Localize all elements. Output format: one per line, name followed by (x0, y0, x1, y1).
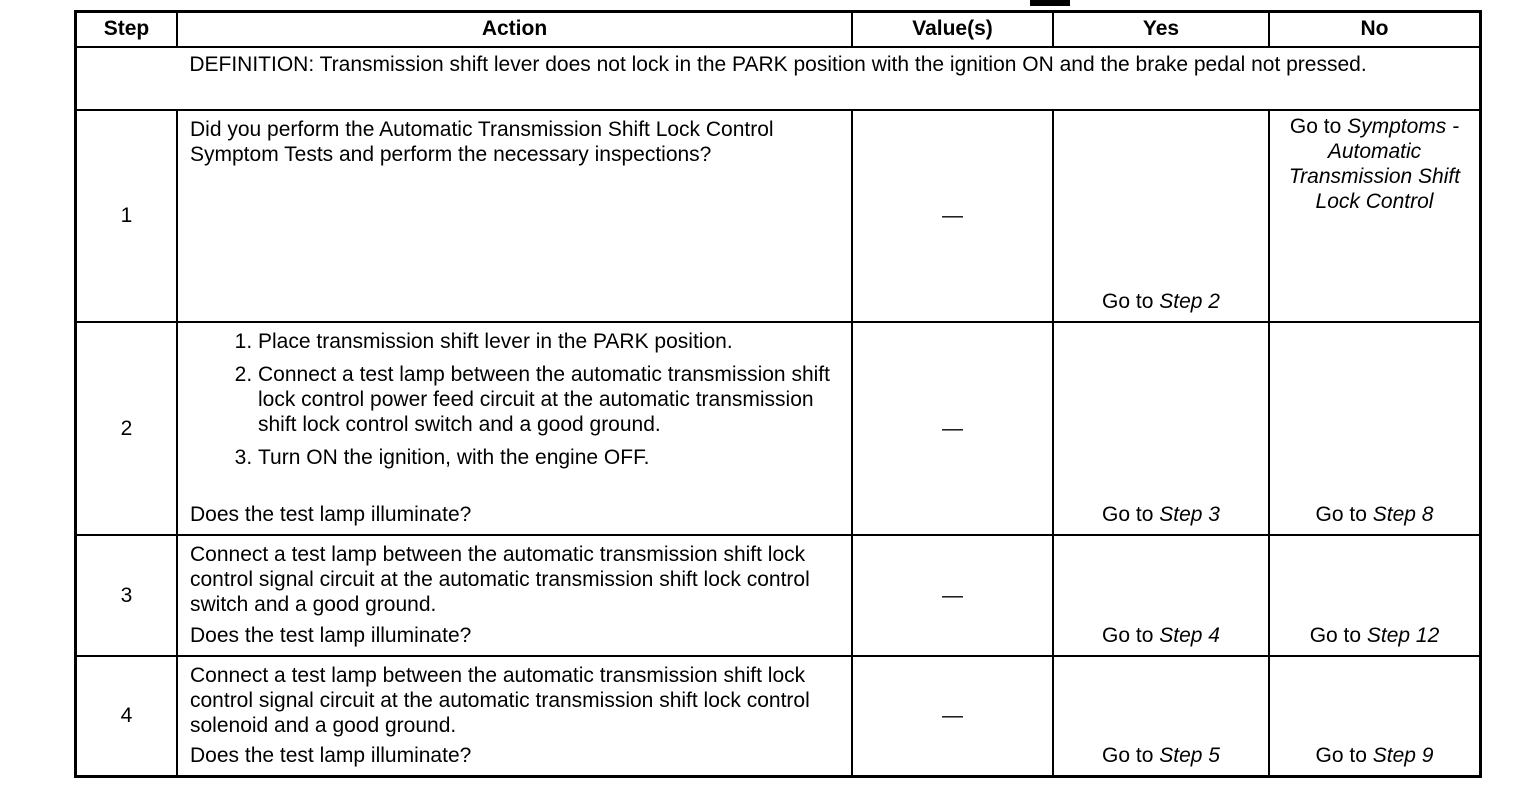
goto-target: Step 5 (1159, 744, 1220, 767)
list-item: 3. Turn ON the ignition, with the engine OFF. (258, 445, 841, 470)
action-question: Does the test lamp illuminate? (190, 744, 472, 767)
value-cell (851, 536, 1052, 655)
goto-target: Symptoms - Automatic Transmission Shift Lock Control (1288, 115, 1461, 213)
value-text: — (942, 416, 963, 440)
goto-prefix: Go to (1315, 503, 1373, 526)
action-text: Connect a test lamp between the automatic transmission shift lock control signal circuit at the automatic transmission shift lock control solenoid and a good ground. (190, 664, 810, 737)
goto-target: Step 4 (1159, 624, 1220, 647)
step-number: 3 (120, 583, 133, 607)
goto-prefix: Go to (1309, 624, 1367, 647)
yes-cell (1052, 657, 1268, 775)
goto-target: Step 2 (1159, 290, 1220, 313)
goto-prefix: Go to (1315, 744, 1373, 767)
definition-row (77, 46, 1479, 109)
header-action: Action (176, 13, 851, 46)
value-text: — (942, 583, 963, 607)
yes-cell (1052, 323, 1268, 534)
header-no: No (1268, 13, 1479, 46)
list-item: 2. Connect a test lamp between the automatic transmission shift lock control power feed circuit at the automatic transmission shift lock control switch and a good ground. (258, 362, 841, 437)
no-goto[interactable] (1270, 502, 1479, 527)
goto-prefix: Go to (1102, 624, 1160, 647)
table-row (77, 534, 1479, 655)
no-goto[interactable] (1270, 623, 1479, 648)
action-cell (176, 536, 851, 655)
action-steps-list (190, 329, 841, 470)
header-yes: Yes (1052, 13, 1268, 46)
value-cell (851, 657, 1052, 775)
table-row (77, 109, 1479, 321)
list-item: 1. Place transmission shift lever in the PARK position. (258, 329, 841, 354)
table-header-row (77, 13, 1479, 46)
no-cell (1268, 111, 1479, 321)
goto-prefix: Go to (1102, 503, 1160, 526)
goto-target: Step 3 (1159, 503, 1220, 526)
header-values: Value(s) (851, 13, 1052, 46)
diagnostic-table (74, 10, 1482, 778)
step-number: 4 (120, 704, 133, 727)
step-number: 1 (120, 204, 133, 227)
goto-prefix: Go to (1102, 290, 1160, 313)
no-cell (1268, 536, 1479, 655)
cropped-heading-fragment (1030, 0, 1070, 6)
goto-target: Step 12 (1366, 624, 1440, 647)
action-text: Connect a test lamp between the automatic transmission shift lock control signal circuit at the automatic transmission shift lock control switch and a good ground. (190, 543, 810, 616)
step-cell (77, 323, 176, 534)
table-row (77, 655, 1479, 775)
yes-goto[interactable] (1054, 743, 1268, 768)
action-cell (176, 657, 851, 775)
goto-prefix: Go to (1289, 115, 1348, 138)
action-text: Did you perform the Automatic Transmission Shift Lock Control Symptom Tests and perform the necessary inspections? (190, 118, 774, 166)
goto-target: Step 8 (1372, 503, 1434, 526)
no-cell (1268, 323, 1479, 534)
header-step: Step (103, 17, 150, 40)
yes-goto[interactable] (1054, 623, 1268, 648)
value-cell (851, 323, 1052, 534)
value-text: — (942, 204, 963, 227)
action-question: Does the test lamp illuminate? (190, 624, 472, 647)
step-number: 2 (120, 416, 133, 440)
action-question: Does the test lamp illuminate? (190, 503, 472, 526)
action-cell (176, 111, 851, 321)
yes-goto[interactable] (1054, 289, 1268, 314)
step-cell (77, 111, 176, 321)
no-goto[interactable] (1270, 114, 1479, 214)
step-cell (77, 657, 176, 775)
goto-target: Step 9 (1372, 744, 1434, 767)
value-cell (851, 111, 1052, 321)
definition-text: DEFINITION: Transmission shift lever does not lock in the PARK position with the ignition ON and the brake pedal not pressed. (189, 53, 1367, 76)
table-row (77, 321, 1479, 534)
yes-cell (1052, 111, 1268, 321)
value-text: — (942, 704, 963, 727)
no-goto[interactable] (1270, 743, 1479, 768)
goto-prefix: Go to (1102, 744, 1160, 767)
action-cell (176, 323, 851, 534)
yes-goto[interactable] (1054, 502, 1268, 527)
step-cell (77, 536, 176, 655)
yes-cell (1052, 536, 1268, 655)
no-cell (1268, 657, 1479, 775)
